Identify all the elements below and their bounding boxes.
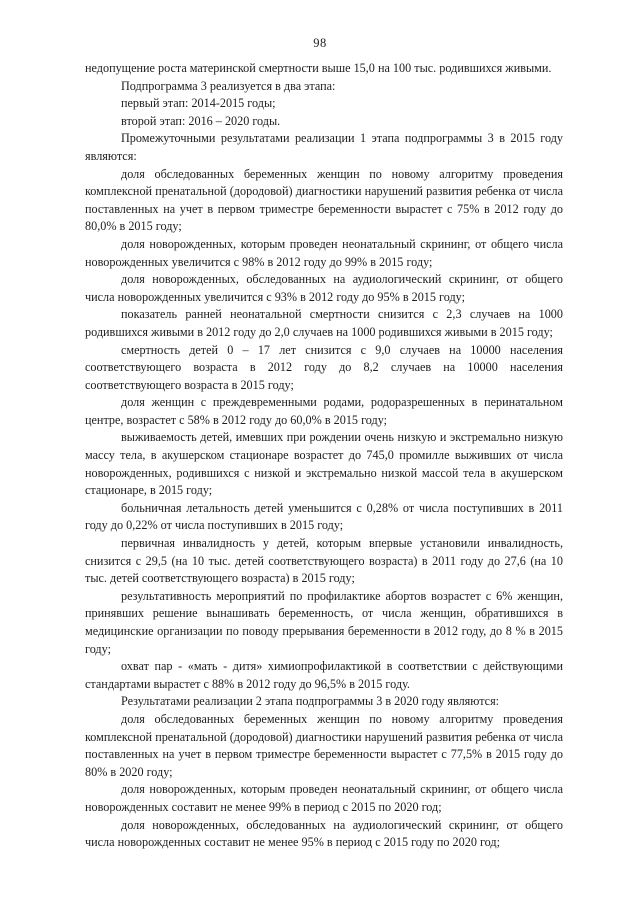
paragraph-12: выживаемость детей, имевших при рождении очень низкую и экстремально низкую массу тела, в акушерском стационаре возрастет до 745,0 промилле выживших от числа новорожденных, родившихся с низкой и экстремально низкой массой тела в акушерском стационаре, в 2015 году;	[85, 430, 563, 498]
paragraph-9: показатель ранней неонатальной смертности снизится с 2,3 случаев на 1000 родившихся живыми в 2012 году до 2,0 случаев на 1000 родившихся живыми в 2015 году;	[85, 307, 563, 339]
paragraph-4: второй этап: 2016 – 2020 годы.	[121, 113, 281, 128]
paragraph-7: доля новорожденных, которым проведен неонатальный скрининг, от общего числа новорожденных увеличится с 98% в 2012 году до 99% в 2015 году;	[85, 236, 563, 269]
paragraph-11: доля женщин с преждевременными родами, родоразрешенных в перинатальном центре, возрастет с 58% в 2012 году до 60,0% в 2015 году;	[85, 395, 563, 427]
paragraph-5: Промежуточными результатами реализации 1 этапа подпрограммы 3 в 2015 году являются:	[85, 131, 563, 163]
paragraph-19: доля новорожденных, которым проведен неонатальный скрининг, от общего числа новорожденных составит не менее 99% в период с 2015 по 2020 год;	[85, 782, 563, 814]
paragraph-8: доля новорожденных, обследованных на аудиологический скрининг, от общего числа новорожденных увеличится с 93% в 2012 году до 95% в 2015 году;	[85, 272, 563, 304]
paragraph-3: первый этап: 2014-2015 годы;	[121, 96, 276, 111]
paragraph-15: результативность мероприятий по профилактике абортов возрастет с 6% женщин, принявших решение вынашивать беременность, от числа женщин, обратившихся в медицинские организации по поводу прерывания беременности в 2012 году, до 8 % в 2015 году;	[85, 588, 563, 656]
paragraph-6: доля обследованных беременных женщин по новому алгоритму проведения комплексной пренатальной (дородовой) диагностики нарушений развития ребенка от числа поставленных на учет в первом триместре беременности вырастет с 75% в 2012 году до 80,0% в 2015 году;	[85, 166, 563, 234]
paragraph-14: первичная инвалидность у детей, которым впервые установили инвалидность, снизится с 29,5 (на 10 тыс. детей соответствующего возраста) в 2011 году до 27,6 (на 10 тыс. детей соответствующего возраста) в 2015 году;	[85, 536, 563, 586]
paragraph-2: Подпрограмма 3 реализуется в два этапа:	[121, 78, 336, 93]
document-body	[85, 60, 563, 852]
paragraph-10: смертность детей 0 – 17 лет снизится с 9,0 случаев на 10000 населения соответствующего возраста в 2012 году до 8,2 случаев на 10000 населения соответствующего возраста в 2015 году;	[85, 342, 563, 392]
paragraph-1: недопущение роста материнской смертности выше 15,0 на 100 тыс. родившихся живыми.	[85, 61, 552, 75]
paragraph-17: Результатами реализации 2 этапа подпрограммы 3 в 2020 году являются:	[121, 694, 500, 709]
paragraph-13: больничная летальность детей уменьшится с 0,28% от числа поступивших в 2011 году до 0,22% от числа поступивших в 2015 году;	[85, 500, 563, 533]
paragraph-20: доля новорожденных, обследованных на аудиологический скрининг, от общего числа новорожденных составит не менее 95% в период с 2015 году по 2020 год;	[85, 817, 563, 850]
paragraph-16: охват пар - «мать - дитя» химиопрофилактикой в соответствии с действующими стандартами вырастет с 88% в 2012 году до 96,5% в 2015 году.	[85, 659, 563, 691]
paragraph-18: доля обследованных беременных женщин по новому алгоритму проведения комплексной пренатальной (дородовой) диагностики нарушений развития ребенка от числа поставленных на учет в первом триместре беременности вырастет с 77,5% в 2015 году до 80% в 2020 году;	[85, 711, 563, 779]
page-number: 98	[313, 36, 327, 50]
